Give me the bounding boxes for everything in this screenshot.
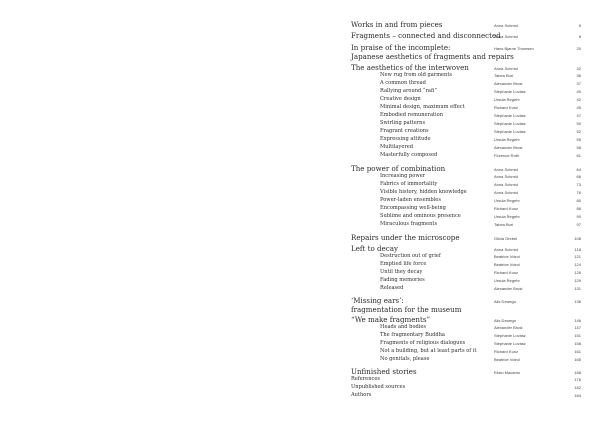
toc-entry-author: Alexander Brust (494, 80, 523, 86)
toc-entry-page-number: 45 (576, 104, 581, 110)
toc-entry-title: Unfinished stories (351, 367, 417, 376)
toc-entry-author: Anna Schmid (494, 23, 518, 28)
toc-entry-author: Stephanie Lovász (494, 128, 526, 134)
toc-entry-author: Beatrice Voirol (494, 253, 520, 259)
toc-entry-author: Beatrice Voirol (494, 356, 520, 362)
toc-entry-title: fragmentation for the museum (351, 304, 462, 314)
toc-entry-page-number: 37 (576, 80, 581, 86)
toc-entry-title: The fragmentary Buddha (380, 331, 445, 338)
toc-entry-title: The aesthetics of the interwoven (351, 63, 469, 72)
toc-entry-author: Ursula Regehr (494, 277, 520, 283)
toc-entry-title: Visible history, hidden knowledge (380, 188, 467, 195)
toc-entry-title: Sublime and ominous presence (380, 212, 461, 219)
toc-entry-author: Elisio Macamo (494, 370, 521, 375)
toc-entry-title: Destruction out of grief (380, 252, 441, 259)
toc-entry-title: Fabrics of immortality (380, 180, 438, 187)
toc-entry-page-number: 55 (576, 136, 581, 142)
toc-entry-author: Richard Kunz (494, 205, 519, 211)
toc-entry-author: Alis Dzwego (494, 318, 517, 323)
toc-entry-page-number: 168 (574, 370, 581, 375)
toc-entry-title: Works in and from pieces (351, 20, 443, 29)
toc-entry-title: Heads and bodies (380, 323, 427, 330)
toc-entry-title: Multilayered (380, 143, 414, 150)
toc-entry-page-number: 147 (574, 324, 581, 330)
toc-entry-title: Left to decay (351, 244, 398, 253)
toc-entry-page-number: 64 (576, 167, 581, 172)
toc-entry-title: Authors (351, 392, 372, 398)
toc-entry-page-number: 131 (574, 285, 581, 291)
toc-entry-title: Expressing attitude (380, 135, 431, 142)
toc-entry-author: Richard Kunz (494, 348, 519, 354)
toc-entry-title: Encompassing well-being (380, 204, 446, 211)
toc-entry-author: Florence Roth (494, 152, 520, 158)
toc-entry-title: No genitals, please (380, 355, 430, 362)
toc-entry-author: Beatrice Voirol (494, 261, 520, 267)
toc-entry-page-number: 47 (576, 112, 581, 118)
toc-entry-author: Ursula Regehr (494, 96, 520, 102)
toc-entry-author: Hans Bjarne Thomsen (494, 46, 534, 51)
toc-entry-page-number: 108 (574, 236, 581, 241)
toc-entry-title: Released (380, 284, 404, 291)
toc-entry-author: Anna Schmid (494, 181, 518, 187)
toc-entry-author: Anna Schmid (494, 66, 518, 71)
toc-entry-author: Ursula Regehr (494, 213, 520, 219)
toc-entry-author: Alis Dzwego (494, 299, 517, 304)
toc-entry-title: Fragrant creations (380, 127, 429, 134)
toc-entry-author: Anna Schmid (494, 34, 518, 39)
toc-entry-title: ‘Missing ears’: (351, 296, 404, 305)
toc-entry-page-number: 129 (574, 277, 581, 283)
toc-entry-author: Tabea Buri (494, 72, 514, 78)
toc-entry-page-number: 80 (576, 197, 581, 203)
toc-entry-title: Miraculous fragments (380, 220, 438, 227)
toc-entry-page-number: 176 (574, 377, 581, 382)
toc-entry-page-number: 61 (576, 152, 581, 158)
toc-entry-page-number: 182 (574, 385, 581, 390)
toc-entry-title: Repairs under the microscope (351, 233, 460, 242)
toc-entry-author: Richard Kunz (494, 104, 519, 110)
toc-entry-author: Stephanie Lovász (494, 120, 526, 126)
toc-entry-author: Ursula Regehr (494, 136, 520, 142)
toc-entry-author: Stephanie Lovász (494, 112, 526, 118)
toc-entry-page-number: 161 (574, 348, 581, 354)
toc-entry-page-number: 184 (574, 393, 581, 398)
toc-entry-page-number: 6 (578, 23, 581, 28)
toc-entry-title: Fading memories (380, 276, 425, 283)
toc-entry-author: Stephanie Lovász (494, 340, 526, 346)
toc-entry-page-number: 32 (576, 66, 581, 71)
toc-entry-author: Alexander Brust (494, 324, 523, 330)
toc-entry-page-number: 97 (576, 221, 581, 227)
toc-entry-page-number: 124 (574, 261, 581, 267)
toc-entry-author: Richard Kunz (494, 269, 519, 275)
toc-entry-author: Anna Schmid (494, 189, 518, 195)
toc-entry-title: New rug from old garments (380, 71, 452, 78)
toc-entry-title: A common thread (380, 79, 426, 86)
toc-entry-title: Minimal design, maximum effect (380, 103, 465, 110)
toc-entry-title: Swirling patterns (380, 119, 426, 126)
toc-entry-title: Masterfully composed (380, 151, 438, 158)
toc-entry-page-number: 50 (576, 120, 581, 126)
toc-entry-title: “We make fragments” (351, 315, 431, 324)
toc-entry-title: Until they decay (380, 268, 423, 275)
toc-entry-title: Fragments of religious dialogues (380, 339, 466, 346)
toc-entry-author: Ursula Regehr (494, 197, 520, 203)
toc-entry-page-number: 40 (576, 88, 581, 94)
toc-entry-title: Japanese aesthetics of fragments and repairs (351, 51, 514, 61)
toc-entry-page-number: 118 (574, 247, 581, 252)
toc-entry-title: Not a building, but at least parts of it (380, 347, 477, 354)
toc-entry-page-number: 158 (574, 340, 581, 346)
toc-entry-author: Anna Schmid (494, 167, 518, 172)
toc-entry-title: Fragments – connected and disconnected (351, 31, 501, 40)
toc-entry-page-number: 8 (578, 34, 581, 39)
toc-entry-title: References (351, 376, 380, 382)
toc-entry-author: Anna Schmid (494, 173, 518, 179)
toc-entry-page-number: 66 (576, 173, 581, 179)
toc-entry-page-number: 86 (576, 205, 581, 211)
toc-entry-author: Alexander Brust (494, 285, 523, 291)
toc-entry-page-number: 36 (576, 72, 581, 78)
toc-entry-title: Power-laden ensembles (380, 196, 441, 203)
toc-entry-author: Stephanie Lovász (494, 88, 526, 94)
toc-entry-page-number: 121 (574, 253, 581, 259)
toc-entry-author: Alexander Brust (494, 144, 523, 150)
toc-entry-page-number: 20 (576, 46, 581, 51)
toc-entry-page-number: 136 (574, 299, 581, 304)
toc-entry-author: Gilvia Grebel (494, 236, 518, 241)
toc-entry-page-number: 126 (574, 269, 581, 275)
toc-entry-title: The power of combination (351, 164, 446, 173)
toc-entry-title: Increasing power (380, 172, 426, 179)
toc-entry-title: Emptied life force (380, 260, 427, 267)
toc-entry-page-number: 151 (574, 332, 581, 338)
toc-entry-page-number: 73 (576, 181, 581, 187)
toc-entry-page-number: 76 (576, 189, 581, 195)
toc-entry-page-number: 58 (576, 144, 581, 150)
toc-entry-author: Tabea Buri (494, 221, 514, 227)
toc-entry-page-number: 52 (576, 128, 581, 134)
toc-entry-page-number: 146 (574, 318, 581, 323)
toc-entry-title: Rallying around “rafi” (380, 87, 437, 94)
toc-entry-title: Creative design (380, 95, 421, 102)
toc-entry-author: Stephanie Lovász (494, 332, 526, 338)
toc-entry-page-number: 165 (574, 356, 581, 362)
toc-entry-page-number: 42 (576, 96, 581, 102)
toc-entry-title: Embodied remuneration (380, 111, 444, 118)
toc-entry-title: In praise of the incomplete: (351, 43, 451, 52)
toc-entry-title: Unpublished sources (351, 384, 406, 390)
toc-entry-author: Anna Schmid (494, 247, 518, 252)
toc-entry-page-number: 90 (576, 213, 581, 219)
